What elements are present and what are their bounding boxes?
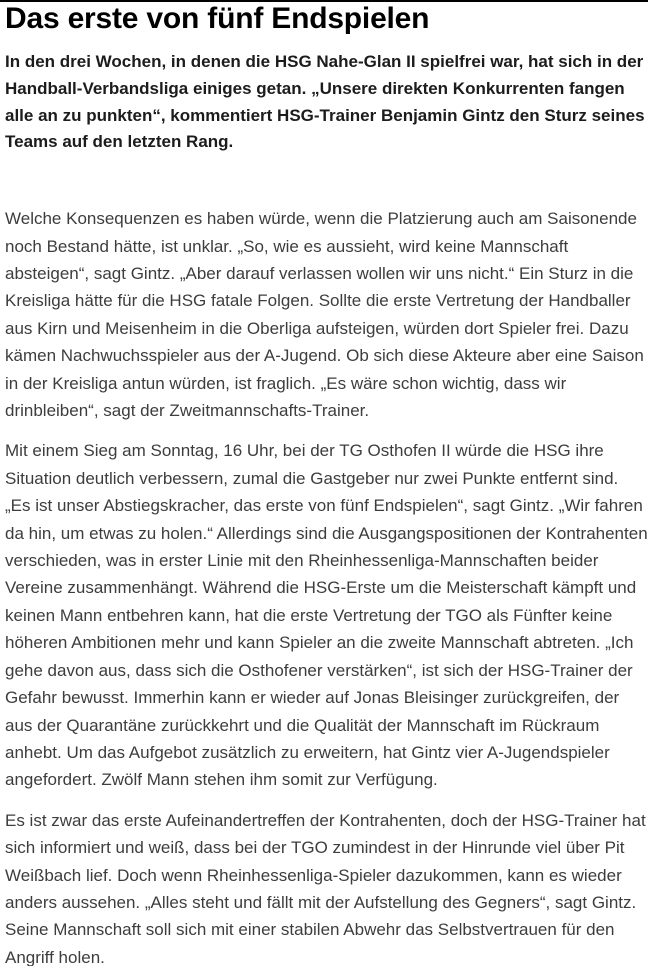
article-paragraph: Mit einem Sieg am Sonntag, 16 Uhr, bei der TG Osthofen II würde die HSG ihre Situation deutlich verbessern, zumal die Gastgeber nur zwei Punkte entfernt sind. „Es ist unser Abstiegskracher, das erste von fünf Endspielen“, sagt Gintz. „Wir fahren da hin, um etwas zu holen.“ Allerdings sind die Ausgangspositionen der Kontrahenten verschieden, was in erster Linie mit den Rheinhessenliga-Mannschaften beider Vereine zusammenhängt. Während die HSG-Erste um die Meisterschaft kämpft und keinen Mann entbehren kann, hat die erste Vertretung der TGO als Fünfter keine höheren Ambitionen mehr und kann Spieler an die zweite Mannschaft abtreten. „Ich gehe davon aus, dass sich die Osthofener verstärken“, ist sich der HSG-Trainer der Gefahr bewusst. Immerhin kann er wieder auf Jonas Bleisinger zurückgreifen, der aus der Quarantäne zurückkehrt und die Qualität der Mannschaft im Rückraum anhebt. Um das Aufgebot zusätzlich zu erweitern, hat Gintz vier A-Jugendspieler angefordert. Zwölf Mann stehen ihm somit zur Verfügung. [5,441,648,790]
article-paragraph: Es ist zwar das erste Aufeinandertreffen der Kontrahenten, doch der HSG-Trainer hat sich informiert und weiß, dass bei der TGO zumindest in der Hinrunde viel über Pit Weißbach lief. Doch wenn Rheinhessenliga-Spieler dazukommen, kann es wieder anders aussehen. „Alles steht und fällt mit der Aufstellung des Gegners“, sagt Gintz. Seine Mannschaft soll sich mit einer stabilen Abwehr das Selbstvertrauen für den Angriff holen. [5,810,646,966]
article-title: Das erste von fünf Endspielen [5,2,430,35]
article-lead: In den drei Wochen, in denen die HSG Nahe-Glan II spielfrei war, hat sich in der Handball-Verbandsliga einiges getan. „Unsere direkten Konkurrenten fangen alle an zu punkten“, kommentiert HSG-Trainer Benjamin Gintz den Sturz seines Teams auf den letzten Rang. [5,52,645,152]
article-paragraph: Welche Konsequenzen es haben würde, wenn die Platzierung auch am Saisonende noch Bestand hätte, ist unklar. „So, wie es aussieht, wird keine Mannschaft absteigen“, sagt Gintz. „Aber darauf verlassen wollen wir uns nicht.“ Ein Sturz in die Kreisliga hätte für die HSG fatale Folgen. Sollte die erste Vertretung der Handballer aus Kirn und Meisenheim in die Oberliga aufsteigen, würden dort Spieler frei. Dazu kämen Nachwuchsspieler aus der A-Jugend. Ob sich diese Akteure aber eine Saison in der Kreisliga antun würden, ist fraglich. „Es wäre schon wichtig, dass wir drinbleiben“, sagt der Zweitmannschafts-Trainer. [5,209,644,421]
article-body [0,3,648,966]
